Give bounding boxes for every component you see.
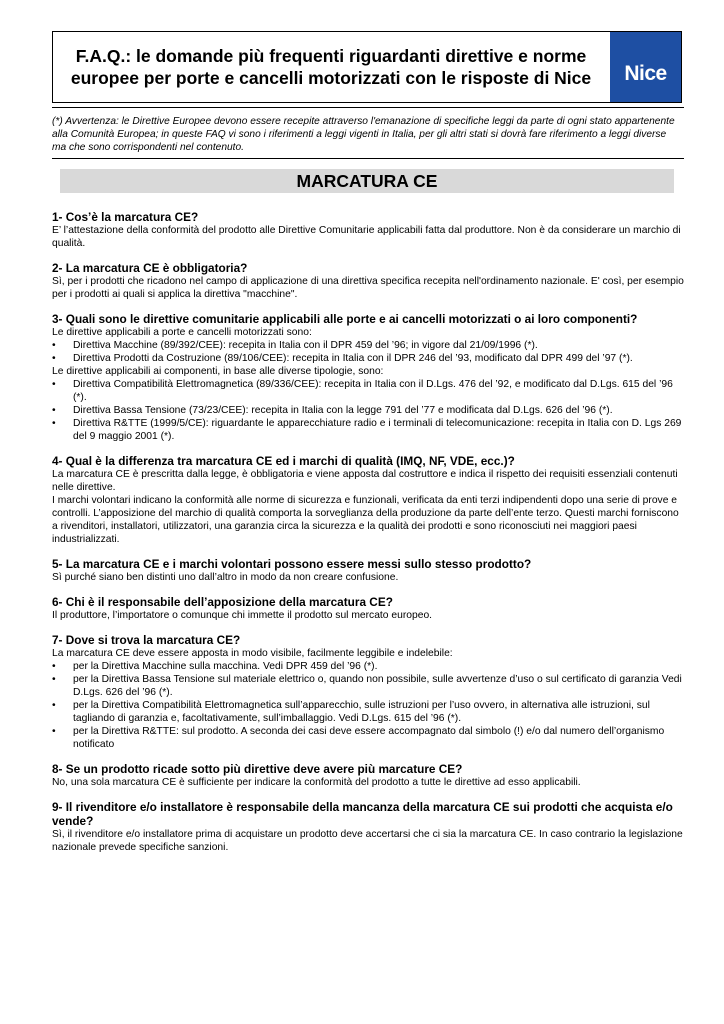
answer-3-list-2 xyxy=(52,378,684,443)
list-item: • Direttiva Macchine (89/392/CEE): recepita in Italia con il DPR 459 del ’96; in vigore dal 21/09/1996 (*). xyxy=(52,339,684,352)
question-3: 3- Quali sono le direttive comunitarie applicabili alle porte e ai cancelli motorizzati o ai loro componenti? xyxy=(52,312,638,326)
question-5: 5- La marcatura CE e i marchi volontari possono essere messi sullo stesso prodotto? xyxy=(52,557,532,571)
divider-top xyxy=(52,107,684,108)
faq-item-2 xyxy=(52,261,684,301)
answer-9: Sì, il rivenditore e/o installatore prima di acquistare un prodotto deve accertarsi che ci sia la marcatura CE. In caso contrario la legislazione nazionale prevede specifiche sanzioni. xyxy=(52,829,683,853)
answer-3-list-1 xyxy=(52,339,684,365)
answer-4-part-1: La marcatura CE è prescritta dalla legge, è obbligatoria e viene apposta dal costruttore e indica il rispetto dei requisiti essenziali contenuti nelle direttive. xyxy=(52,469,678,493)
answer-6: Il produttore, l’importatore o comunque chi immette il prodotto sul mercato europeo. xyxy=(52,610,433,621)
answer-7-intro: La marcatura CE deve essere apposta in modo visibile, facilmente leggibile e indelebile: xyxy=(52,648,453,659)
answer-3-intro-1: Le direttive applicabili a porte e cancelli motorizzati sono: xyxy=(52,327,312,338)
faq-item-6 xyxy=(52,595,684,622)
list-item: • Direttiva Bassa Tensione (73/23/CEE): recepita in Italia con la legge 791 del ’77 e modificata dal D.Lgs. 626 del ’96 (*). xyxy=(52,404,684,417)
answer-7-list xyxy=(52,660,684,751)
answer-4-part-2: I marchi volontari indicano la conformità alle norme di sicurezza e funzionali, verificata da enti terzi indipendenti dopo una serie di prove e controlli. L’apposizione del marchio di qualità comporta la sorveglianza della produzione da parte dell’ente terzo. Questi marchi forniscono a rivenditori, installatori, utilizzatori, una garanzia circa la sicurezza e la qualità dei prodotti e sono riconosciuti nei maggiori paesi industrializzati. xyxy=(52,495,679,545)
list-item: • per la Direttiva Macchine sulla macchina. Vedi DPR 459 del ’96 (*). xyxy=(52,660,684,673)
nice-logo xyxy=(610,32,681,102)
faq-item-3 xyxy=(52,312,684,443)
question-2: 2- La marcatura CE è obbligatoria? xyxy=(52,261,248,275)
logo-text: Nice xyxy=(624,62,667,85)
answer-3-intro-2: Le direttive applicabili ai componenti, in base alle diverse tipologie, sono: xyxy=(52,366,384,377)
section-title: MARCATURA CE xyxy=(60,169,674,193)
answer-5: Sì purché siano ben distinti uno dall’altro in modo da non creare confusione. xyxy=(52,572,399,583)
list-item: • per la Direttiva Bassa Tensione sul materiale elettrico o, quando non possibile, sulle avvertenze d’uso o sul certificato di garanzia Vedi D.Lgs. 626 del ’96 (*). xyxy=(52,673,684,699)
list-item: • Direttiva Compatibilità Elettromagnetica (89/336/CEE): recepita in Italia con il D.Lgs. 476 del ’92, e modificato dal D.Lgs. 615 del ’96 (*). xyxy=(52,378,684,404)
faq-item-4 xyxy=(52,454,684,546)
faq-item-5 xyxy=(52,557,684,584)
faq-item-7 xyxy=(52,633,684,751)
question-1: 1- Cos’è la marcatura CE? xyxy=(52,210,199,224)
disclaimer-note: (*) Avvertenza: le Direttive Europee devono essere recepite attraverso l'emanazione di specifiche leggi da parte di ogni stato appartenente alla Comunità Europea; in queste FAQ vi sono i riferimenti a leggi vigenti in Italia, per gli altri stati si dovrà fare riferimento a leggi diverse ma che sono corrispondenti nel contenuto. xyxy=(52,116,675,153)
list-item: • Direttiva Prodotti da Costruzione (89/106/CEE): recepita in Italia con il DPR 246 del ’93, modificato dal DPR 499 del ’97 (*). xyxy=(52,352,684,365)
list-item: • per la Direttiva Compatibilità Elettromagnetica sull’apparecchio, sulle istruzioni per l’uso ovvero, in alternativa alle istruzioni, sul tagliando di garanzia e, facoltativamente, sull’imballaggio. Vedi D.Lgs. 615 del ’96 (*). xyxy=(52,699,684,725)
list-item: • per la Direttiva R&TTE: sul prodotto. A seconda dei casi deve essere accompagnato dal simbolo (!) e/o dal numero dell’organismo notificato xyxy=(52,725,684,751)
question-4: 4- Qual è la differenza tra marcatura CE ed i marchi di qualità (IMQ, NF, VDE, ecc.)? xyxy=(52,454,515,468)
question-7: 7- Dove si trova la marcatura CE? xyxy=(52,633,241,647)
faq-list xyxy=(52,210,684,854)
answer-1: E’ l’attestazione della conformità del prodotto alle Direttive Comunitarie applicabili fatta dal produttore. Non è da considerare un marchio di qualità. xyxy=(52,225,681,249)
faq-item-1 xyxy=(52,210,684,250)
divider-note xyxy=(52,158,684,159)
document-title xyxy=(53,32,609,102)
answer-8: No, una sola marcatura CE è sufficiente per indicare la conformità del prodotto a tutte le direttive ad esso applicabili. xyxy=(52,777,581,788)
title-line-2: europee per porte e cancelli motorizzati con le risposte di Nice xyxy=(70,68,592,88)
title-line-1: F.A.Q.: le domande più frequenti riguardanti direttive e norme xyxy=(75,46,587,66)
list-item: • Direttiva R&TTE (1999/5/CE): riguardante le apparecchiature radio e i terminali di telecomunicazione: recepita in Italia con D. Lgs 269 del 9 maggio 2001 (*). xyxy=(52,417,684,443)
document-header xyxy=(52,31,682,103)
question-6: 6- Chi è il responsabile dell’apposizione della marcatura CE? xyxy=(52,595,393,609)
answer-2: Sì, per i prodotti che ricadono nel campo di applicazione di una direttiva specifica recepita nell'ordinamento nazionale. E' così, per esempio per i prodotti ai quali si applica la direttiva "macchine". xyxy=(52,276,684,300)
faq-item-9 xyxy=(52,800,684,854)
question-9: 9- Il rivenditore e/o installatore è responsabile della mancanza della marcatura CE sui prodotti che acquista e/o vende? xyxy=(52,800,673,828)
faq-item-8 xyxy=(52,762,684,789)
question-8: 8- Se un prodotto ricade sotto più direttive deve avere più marcature CE? xyxy=(52,762,463,776)
